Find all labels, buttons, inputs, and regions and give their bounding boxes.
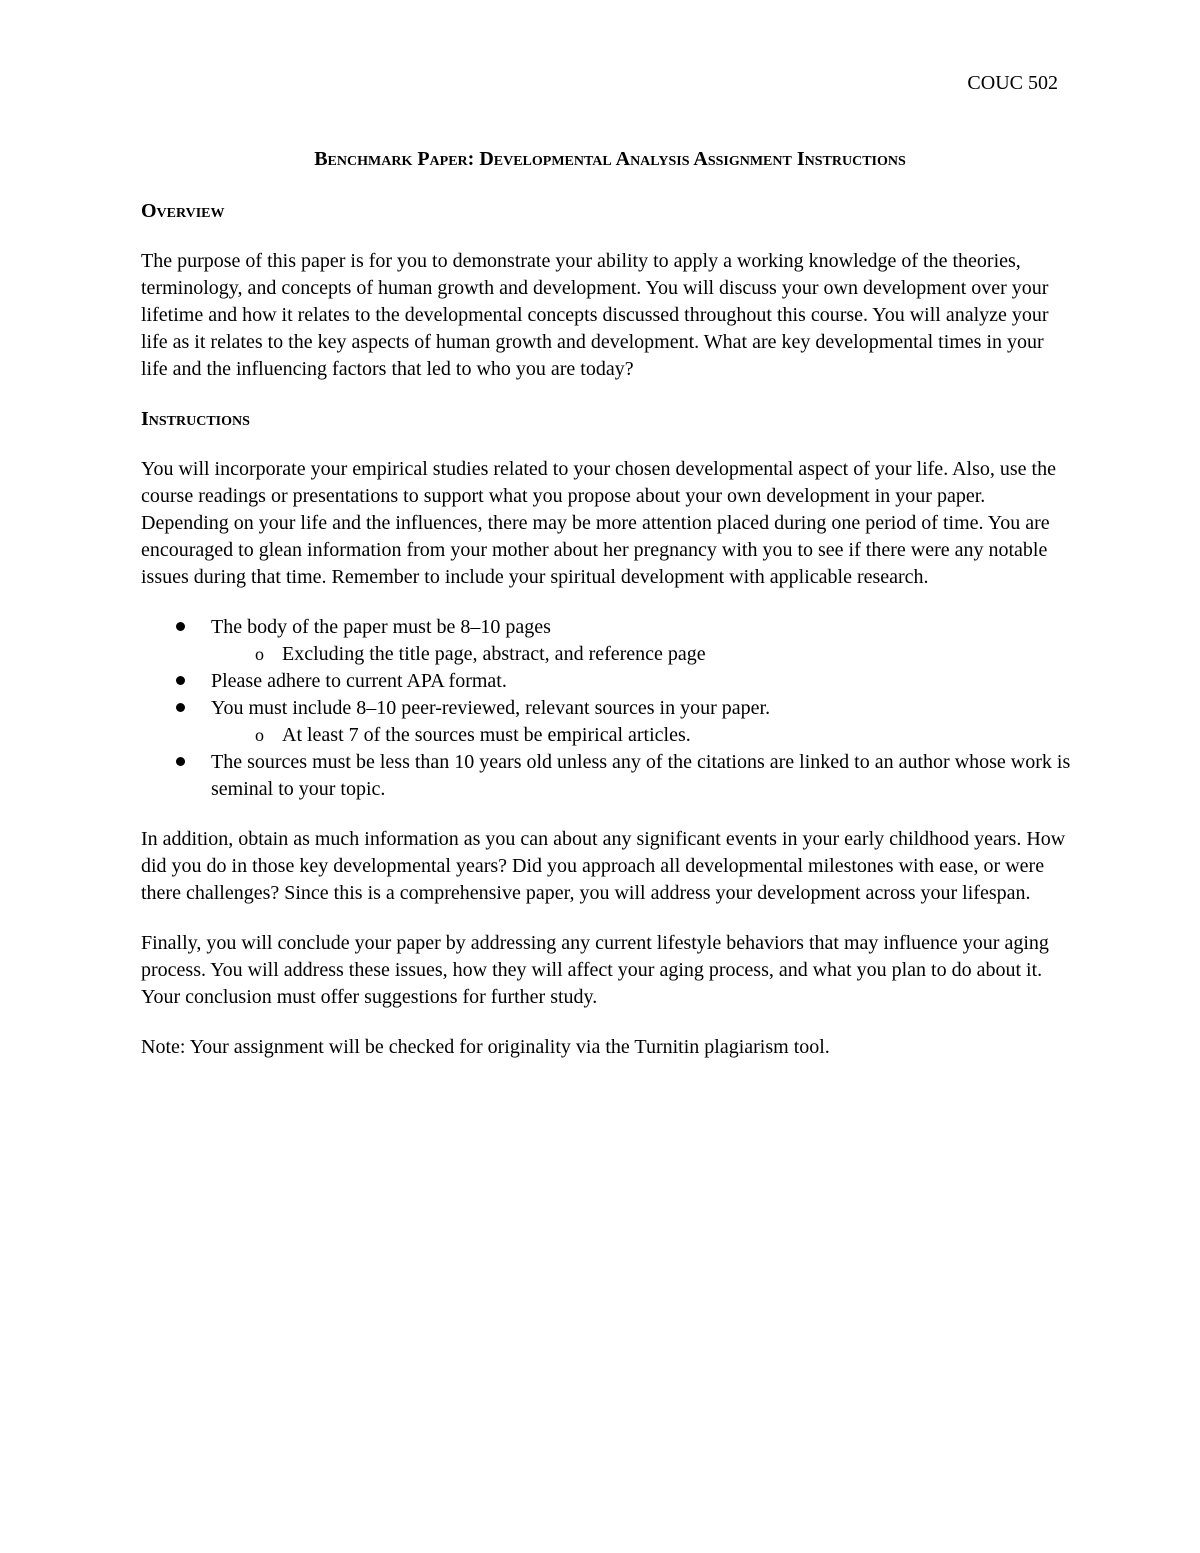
sub-list-item (211, 641, 1071, 668)
originality-note: Note: Your assignment will be checked for originality via the Turnitin plagiarism tool. (141, 1036, 830, 1058)
list-item-text: The body of the paper must be 8–10 pages (211, 616, 551, 638)
circle-bullet-icon: o (255, 644, 264, 664)
conclusion-paragraph: Finally, you will conclude your paper by addressing any current lifestyle behaviors that may influence your aging process. You will address these issues, how they will affect your aging process, and what you plan to do about it. Your conclusion must offer suggestions for further study. (141, 932, 1049, 1008)
requirements-list (141, 614, 1071, 803)
overview-heading: Overview (141, 200, 225, 222)
sub-list-item-text: At least 7 of the sources must be empirical articles. (282, 724, 691, 746)
page-title: Benchmark Paper: Developmental Analysis Assignment Instructions (314, 148, 906, 170)
bullet-icon (176, 676, 185, 685)
list-item-text: The sources must be less than 10 years old unless any of the citations are linked to an author whose work is seminal to your topic. (211, 751, 1071, 800)
document-body (141, 198, 1071, 1061)
list-item (141, 695, 1071, 749)
course-code: COUC 502 (967, 72, 1058, 94)
sub-list (211, 722, 1071, 749)
list-item-text: You must include 8–10 peer-reviewed, relevant sources in your paper. (211, 697, 771, 719)
overview-paragraph: The purpose of this paper is for you to demonstrate your ability to apply a working knowledge of the theories, terminology, and concepts of human growth and development. You will discuss your own development over your lifetime and how it relates to the developmental concepts discussed throughout this course. You will analyze your life as it relates to the key aspects of human growth and development. What are key developmental times in your life and the influencing factors that led to who you are today? (141, 250, 1049, 380)
list-item (141, 614, 1071, 668)
circle-bullet-icon: o (255, 725, 264, 745)
sub-list-item (211, 722, 1071, 749)
list-item-text: Please adhere to current APA format. (211, 670, 507, 692)
bullet-icon (176, 622, 185, 631)
list-item (141, 749, 1071, 803)
sub-list-item-text: Excluding the title page, abstract, and reference page (282, 643, 706, 665)
instructions-heading: Instructions (141, 408, 250, 430)
sub-list (211, 641, 1071, 668)
childhood-paragraph: In addition, obtain as much information as you can about any significant events in your early childhood years. How did you do in those key developmental years? Did you approach all developmental milestones with ease, or were there challenges? Since this is a comprehensive paper, you will address your development across your lifespan. (141, 828, 1066, 904)
bullet-icon (176, 703, 185, 712)
bullet-icon (176, 757, 185, 766)
instructions-intro-paragraph: You will incorporate your empirical studies related to your chosen developmental aspect of your life. Also, use the course readings or presentations to support what you propose about your own development in your paper. Depending on your life and the influences, there may be more attention placed during one period of time. You are encouraged to glean information from your mother about her pregnancy with you to see if there were any notable issues during that time. Remember to include your spiritual development with applicable research. (141, 458, 1056, 588)
list-item (141, 668, 1071, 695)
